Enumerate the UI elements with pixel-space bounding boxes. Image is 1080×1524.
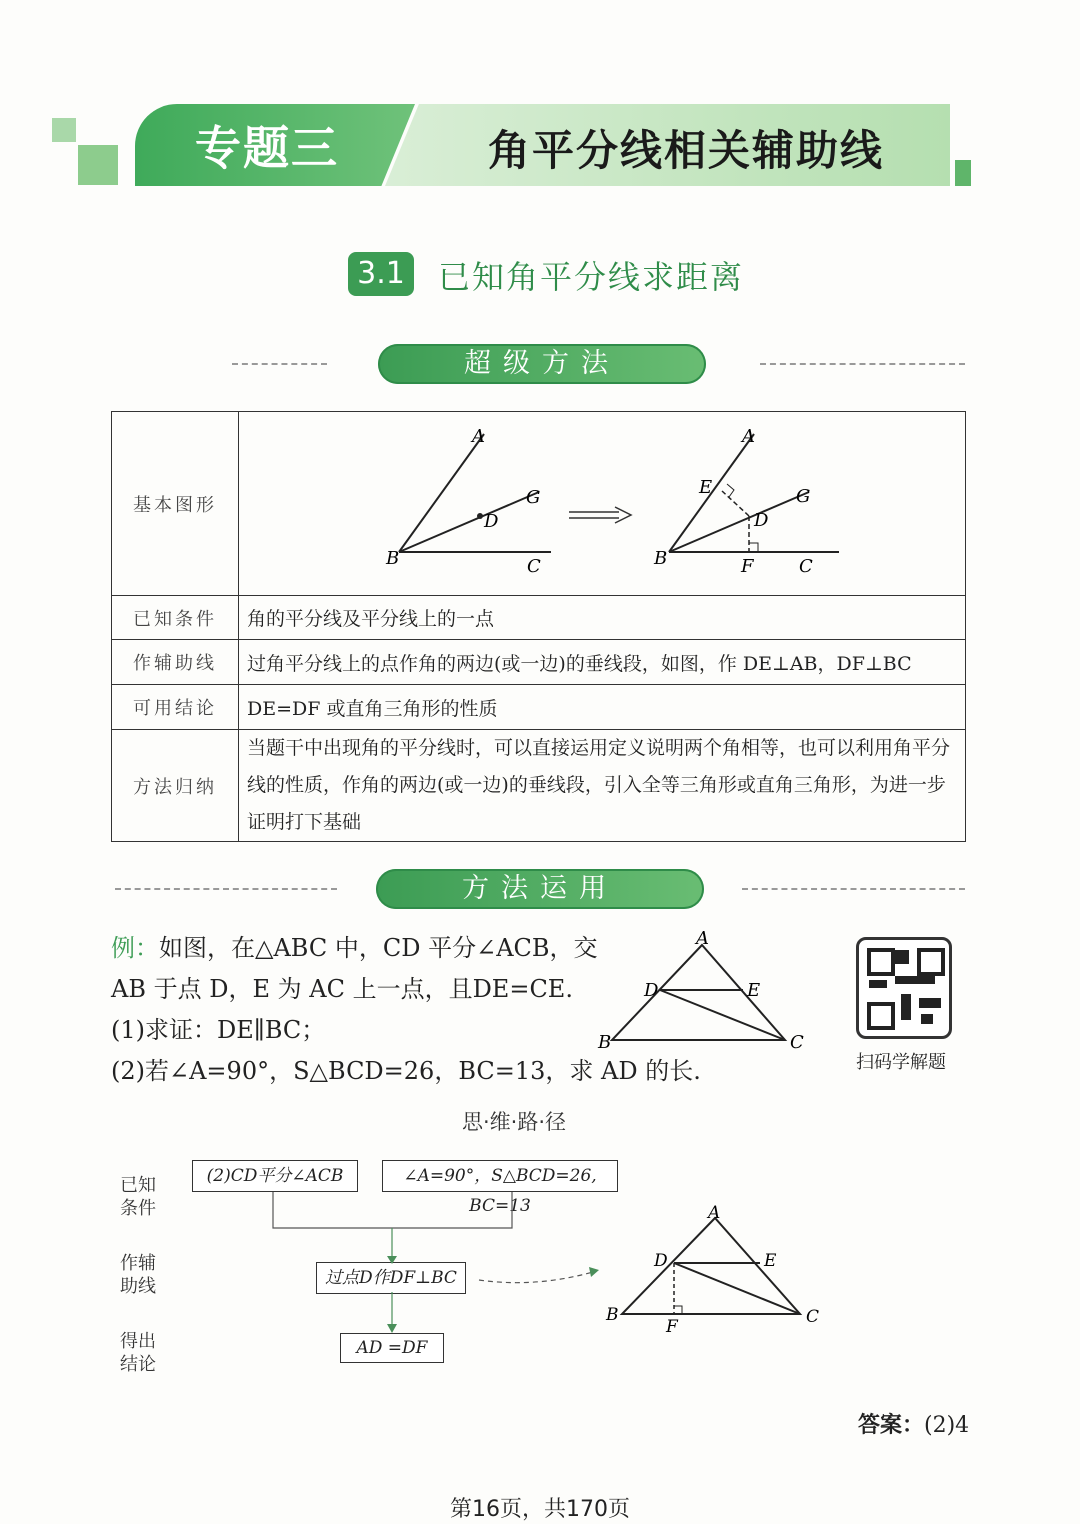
banner-series: 专题三	[195, 121, 339, 175]
qr-caption: 扫码学解题	[856, 1052, 946, 1073]
row-content: 当题干中出现角的平分线时，可以直接运用定义说明两个角相等，也可以利用角平分线的性质，作角的两边(或一边)的垂线段，引入全等三角形或直角三角形，为进一步证明打下基础	[239, 730, 966, 842]
answer-value: (2)4	[924, 1413, 970, 1438]
method-header: 超级方法	[378, 344, 706, 384]
example-line-4: (2)若∠A=90°，S△BCD=26，BC=13，求 AD 的长.	[111, 1057, 701, 1085]
thinking-title: 思·维·路·径	[462, 1110, 567, 1134]
row-label: 已知条件	[112, 596, 239, 640]
label-E: E	[764, 1251, 777, 1271]
label-C: C	[799, 556, 813, 577]
label-B: B	[598, 1032, 612, 1053]
table-row	[112, 685, 966, 730]
row-content: 角的平分线及平分线上的一点	[239, 596, 966, 640]
method-table	[111, 411, 966, 842]
right-angle-mark	[674, 1306, 682, 1314]
label-B: B	[606, 1305, 619, 1325]
answer	[858, 1408, 969, 1439]
side-label-conclusion: 得出结论	[120, 1331, 156, 1375]
label-C: C	[790, 1032, 804, 1053]
basic-figure	[239, 412, 964, 590]
label-D: D	[654, 1251, 668, 1271]
connector-line	[273, 1192, 512, 1228]
label-D: D	[644, 980, 659, 1001]
label-C: C	[527, 556, 541, 577]
answer-label: 答案：	[858, 1413, 925, 1438]
decor-square	[52, 118, 76, 142]
example-text: 如图，在△ABC 中，CD 平分∠ACB，交	[159, 934, 598, 962]
divider	[232, 363, 327, 365]
divider	[760, 363, 965, 365]
row-label: 基本图形	[112, 412, 239, 596]
apply-header: 方法运用	[376, 869, 704, 909]
arrow-down-icon	[387, 1324, 397, 1333]
banner-title: 角平分线相关辅助线	[488, 126, 885, 175]
side-label-known: 已知条件	[120, 1175, 156, 1219]
flow-box-conclusion: AD =DF	[340, 1333, 444, 1363]
page-footer: 第16页，共170页	[450, 1497, 630, 1522]
example-figure	[590, 930, 820, 1055]
arrow-down-icon	[387, 1256, 397, 1264]
table-row	[112, 596, 966, 640]
label-B: B	[654, 548, 668, 569]
divider	[115, 888, 337, 890]
right-angle-mark	[749, 543, 758, 552]
divider	[742, 888, 965, 890]
table-row	[112, 730, 966, 842]
label-B: B	[386, 548, 400, 569]
label-A: A	[696, 930, 709, 949]
example-line-2: AB 于点 D，E 为 AC 上一点，且DE=CE.	[111, 975, 573, 1003]
label-F: F	[741, 556, 754, 577]
basic-figure-cell	[239, 412, 966, 596]
label-F: F	[666, 1317, 678, 1337]
label-G: G	[526, 487, 541, 508]
row-label: 方法归纳	[112, 730, 239, 842]
row-label: 作辅助线	[112, 640, 239, 685]
table-row	[112, 412, 966, 596]
table-row	[112, 640, 966, 685]
point-D	[477, 513, 483, 519]
example-line-3: (1)求证：DE∥BC；	[111, 1016, 326, 1044]
flow-box-auxiliary: 过点D作DF⊥BC	[316, 1262, 466, 1294]
flow-box-condition-2: ∠A=90°，S△BCD=26, BC=13	[382, 1160, 618, 1192]
right-angle-mark	[727, 484, 734, 497]
thinking-figure	[600, 1200, 830, 1340]
flow-box-condition-1: (2)CD平分∠ACB	[192, 1160, 358, 1192]
label-E: E	[699, 477, 713, 498]
label-C: C	[806, 1307, 820, 1327]
row-label: 可用结论	[112, 685, 239, 730]
label-A: A	[708, 1203, 721, 1223]
section-title: 已知角平分线求距离	[438, 258, 745, 296]
label-E: E	[747, 980, 761, 1001]
row-content: 过角平分线上的点作角的两边(或一边)的垂线段，如图，作 DE⊥AB，DF⊥BC	[239, 640, 966, 685]
segment-CD	[660, 990, 785, 1040]
decor-square	[955, 160, 971, 186]
section-number: 3.1	[348, 252, 414, 296]
qr-code-icon[interactable]	[856, 937, 952, 1039]
row-content: DE=DF 或直角三角形的性质	[239, 685, 966, 730]
segment-CD	[674, 1263, 800, 1314]
example-line-1	[111, 928, 598, 969]
dashed-arrow-icon	[475, 1262, 605, 1292]
label-D: D	[754, 510, 769, 531]
label-A: A	[742, 426, 755, 447]
side-label-auxiliary: 作辅助线	[120, 1253, 156, 1297]
segment-DE	[722, 491, 749, 516]
label-A: A	[472, 426, 485, 447]
label-D: D	[484, 511, 499, 532]
decor-square	[78, 145, 118, 185]
example-prefix: 例：	[111, 934, 159, 962]
arrow-icon	[569, 507, 631, 523]
label-G: G	[796, 486, 811, 507]
